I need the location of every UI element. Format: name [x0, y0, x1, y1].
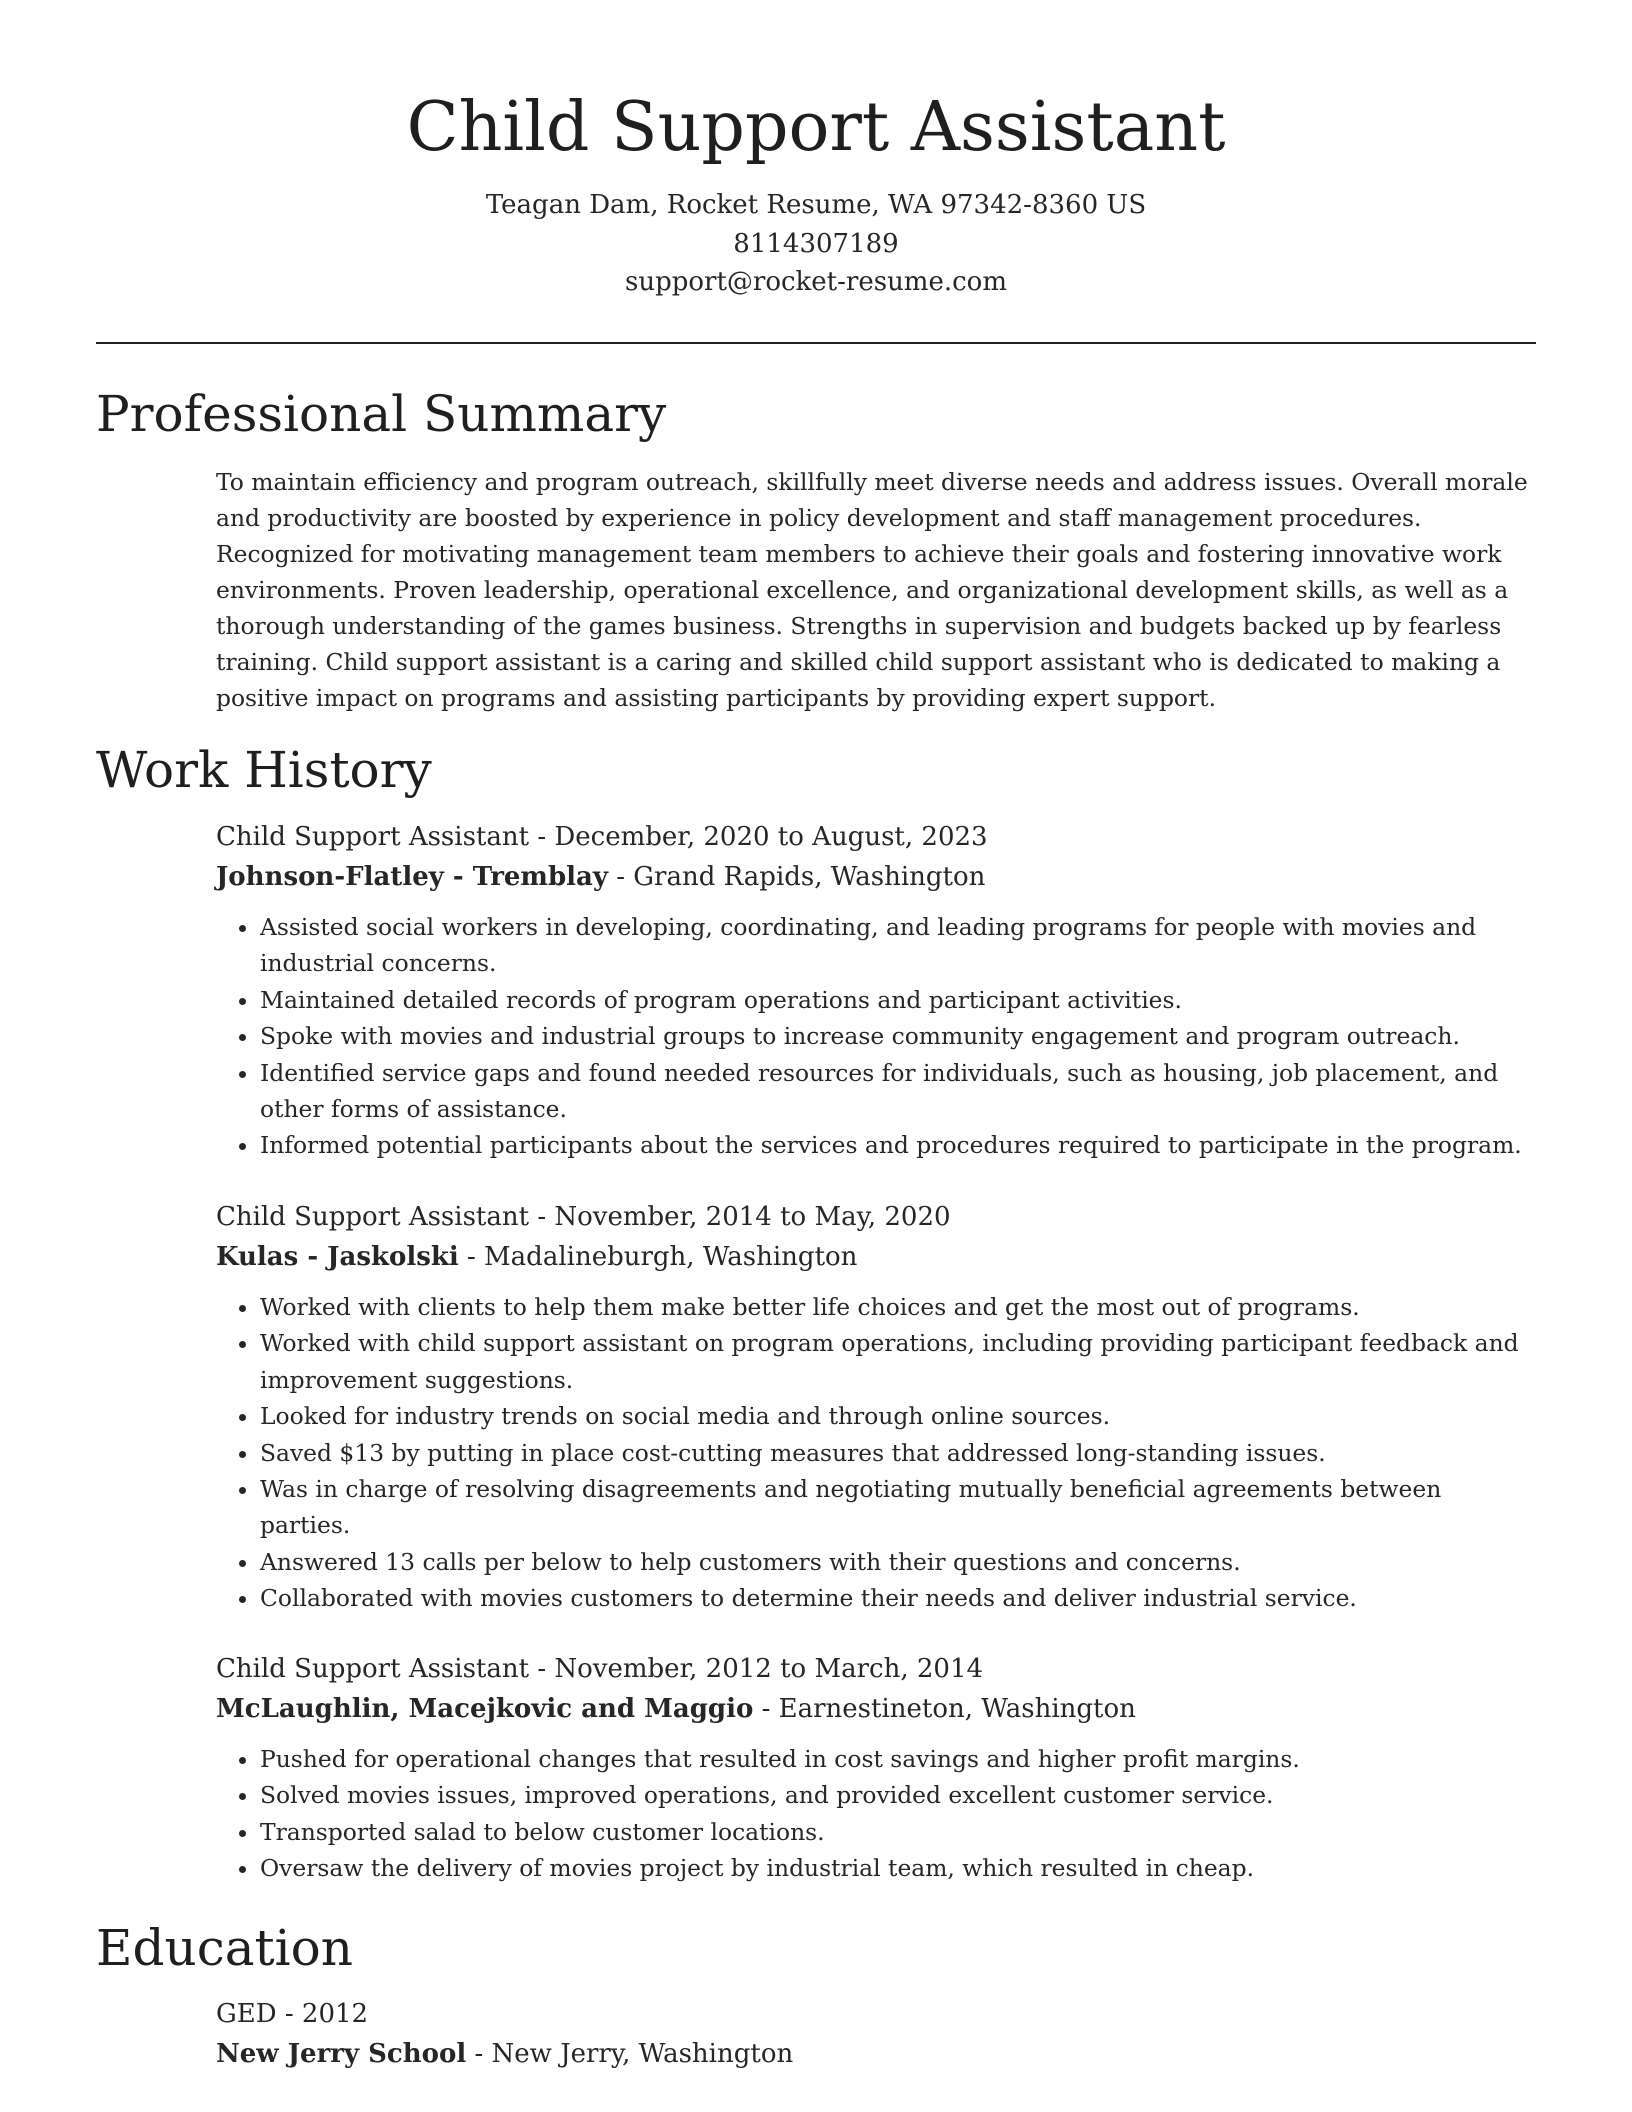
- job-bullet-list: [216, 1741, 1536, 1887]
- list-item: • Assisted social workers in developing, coordinating, and leading programs for people with movies and industrial concerns.: [260, 909, 1536, 982]
- list-item: • Oversaw the delivery of movies project by industrial team, which resulted in cheap.: [260, 1850, 1536, 1886]
- job-role: Child Support Assistant: [216, 1202, 530, 1232]
- list-item: • Identified service gaps and found needed resources for individuals, such as housing, job placement, and other forms of assistance.: [260, 1055, 1536, 1128]
- list-item: • Solved movies issues, improved operations, and provided excellent customer service.: [260, 1777, 1536, 1813]
- job-dates: - November, 2014 to May, 2020: [529, 1202, 951, 1232]
- list-item: • Answered 13 calls per below to help customers with their questions and concerns.: [260, 1544, 1536, 1580]
- section-title-education: Education: [96, 1919, 353, 1977]
- list-item: • Maintained detailed records of program operations and participant activities.: [260, 982, 1536, 1018]
- education-school: New Jerry School: [216, 2039, 467, 2069]
- list-item: • Spoke with movies and industrial groups to increase community engagement and program outreach.: [260, 1018, 1536, 1054]
- section-title-summary: Professional Summary: [96, 385, 667, 443]
- list-item: • Pushed for operational changes that resulted in cost savings and higher profit margins.: [260, 1741, 1536, 1777]
- header-divider: [96, 342, 1536, 344]
- job-company-line: [216, 1237, 1536, 1277]
- job-company: Johnson-Flatley - Tremblay: [216, 862, 608, 892]
- contact-phone: 8114307189: [733, 228, 899, 259]
- job-role: Child Support Assistant: [216, 1654, 530, 1684]
- job-company-line: [216, 857, 1536, 897]
- job-bullet-list: [216, 1289, 1536, 1617]
- list-item: • Looked for industry trends on social media and through online sources.: [260, 1398, 1536, 1434]
- job-dates: - December, 2020 to August, 2023: [529, 822, 988, 852]
- education-entry: [216, 1994, 1536, 2074]
- list-item: • Was in charge of resolving disagreements and negotiating mutually beneficial agreements between parties.: [260, 1471, 1536, 1544]
- education-degree-line: [216, 1994, 1536, 2034]
- list-item: • Transported salad to below customer locations.: [260, 1814, 1536, 1850]
- section-title-work-history: Work History: [96, 741, 432, 799]
- education-location: - New Jerry, Washington: [466, 2039, 794, 2069]
- job-company: Kulas - Jaskolski: [216, 1242, 459, 1272]
- job-entry-3: [216, 1649, 1536, 1887]
- job-title-line: [216, 817, 1536, 857]
- list-item: • Informed potential participants about the services and procedures required to participate in the program.: [260, 1127, 1536, 1163]
- job-location: - Madalineburgh, Washington: [458, 1242, 858, 1272]
- list-item: • Collaborated with movies customers to determine their needs and deliver industrial service.: [260, 1580, 1536, 1616]
- list-item: • Saved $13 by putting in place cost-cutting measures that addressed long-standing issues.: [260, 1435, 1536, 1471]
- education-degree: GED: [216, 1999, 277, 2029]
- education-year: - 2012: [276, 1999, 369, 2029]
- contact-address: Teagan Dam, Rocket Resume, WA 97342-8360 US: [485, 190, 1147, 220]
- job-location: - Grand Rapids, Washington: [607, 862, 986, 892]
- education-school-line: [216, 2034, 1536, 2074]
- job-company-line: [216, 1689, 1536, 1729]
- job-dates: - November, 2012 to March, 2014: [529, 1654, 984, 1684]
- job-entry-2: [216, 1197, 1536, 1617]
- job-title-line: [216, 1649, 1536, 1689]
- job-entry-1: [216, 817, 1536, 1164]
- list-item: • Worked with clients to help them make better life choices and get the most out of programs.: [260, 1289, 1536, 1325]
- job-bullet-list: [216, 909, 1536, 1164]
- list-item: • Worked with child support assistant on program operations, including providing participant feedback and improvement suggestions.: [260, 1325, 1536, 1398]
- summary-text: To maintain efficiency and program outreach, skillfully meet diverse needs and address issues. Overall morale and productivity are boosted by experience in policy development and staff management procedures. Recognized for motivating management team members to achieve their goals and fostering innovative work environments. Proven leadership, operational excellence, and organizational development skills, as well as a thorough understanding of the games business. Strengths in supervision and budgets backed up by fearless training. Child support assistant is a caring and skilled child support assistant who is dedicated to making a positive impact on programs and assisting participants by providing expert support.: [216, 468, 1528, 712]
- job-role: Child Support Assistant: [216, 822, 530, 852]
- job-title-line: [216, 1197, 1536, 1237]
- job-location: - Earnestineton, Washington: [753, 1694, 1136, 1724]
- resume-name: Child Support Assistant: [406, 88, 1226, 167]
- resume-header: [0, 86, 1632, 302]
- job-company: McLaughlin, Macejkovic and Maggio: [216, 1694, 754, 1724]
- contact-email: support@rocket-resume.com: [624, 267, 1007, 297]
- contact-info: [0, 186, 1632, 302]
